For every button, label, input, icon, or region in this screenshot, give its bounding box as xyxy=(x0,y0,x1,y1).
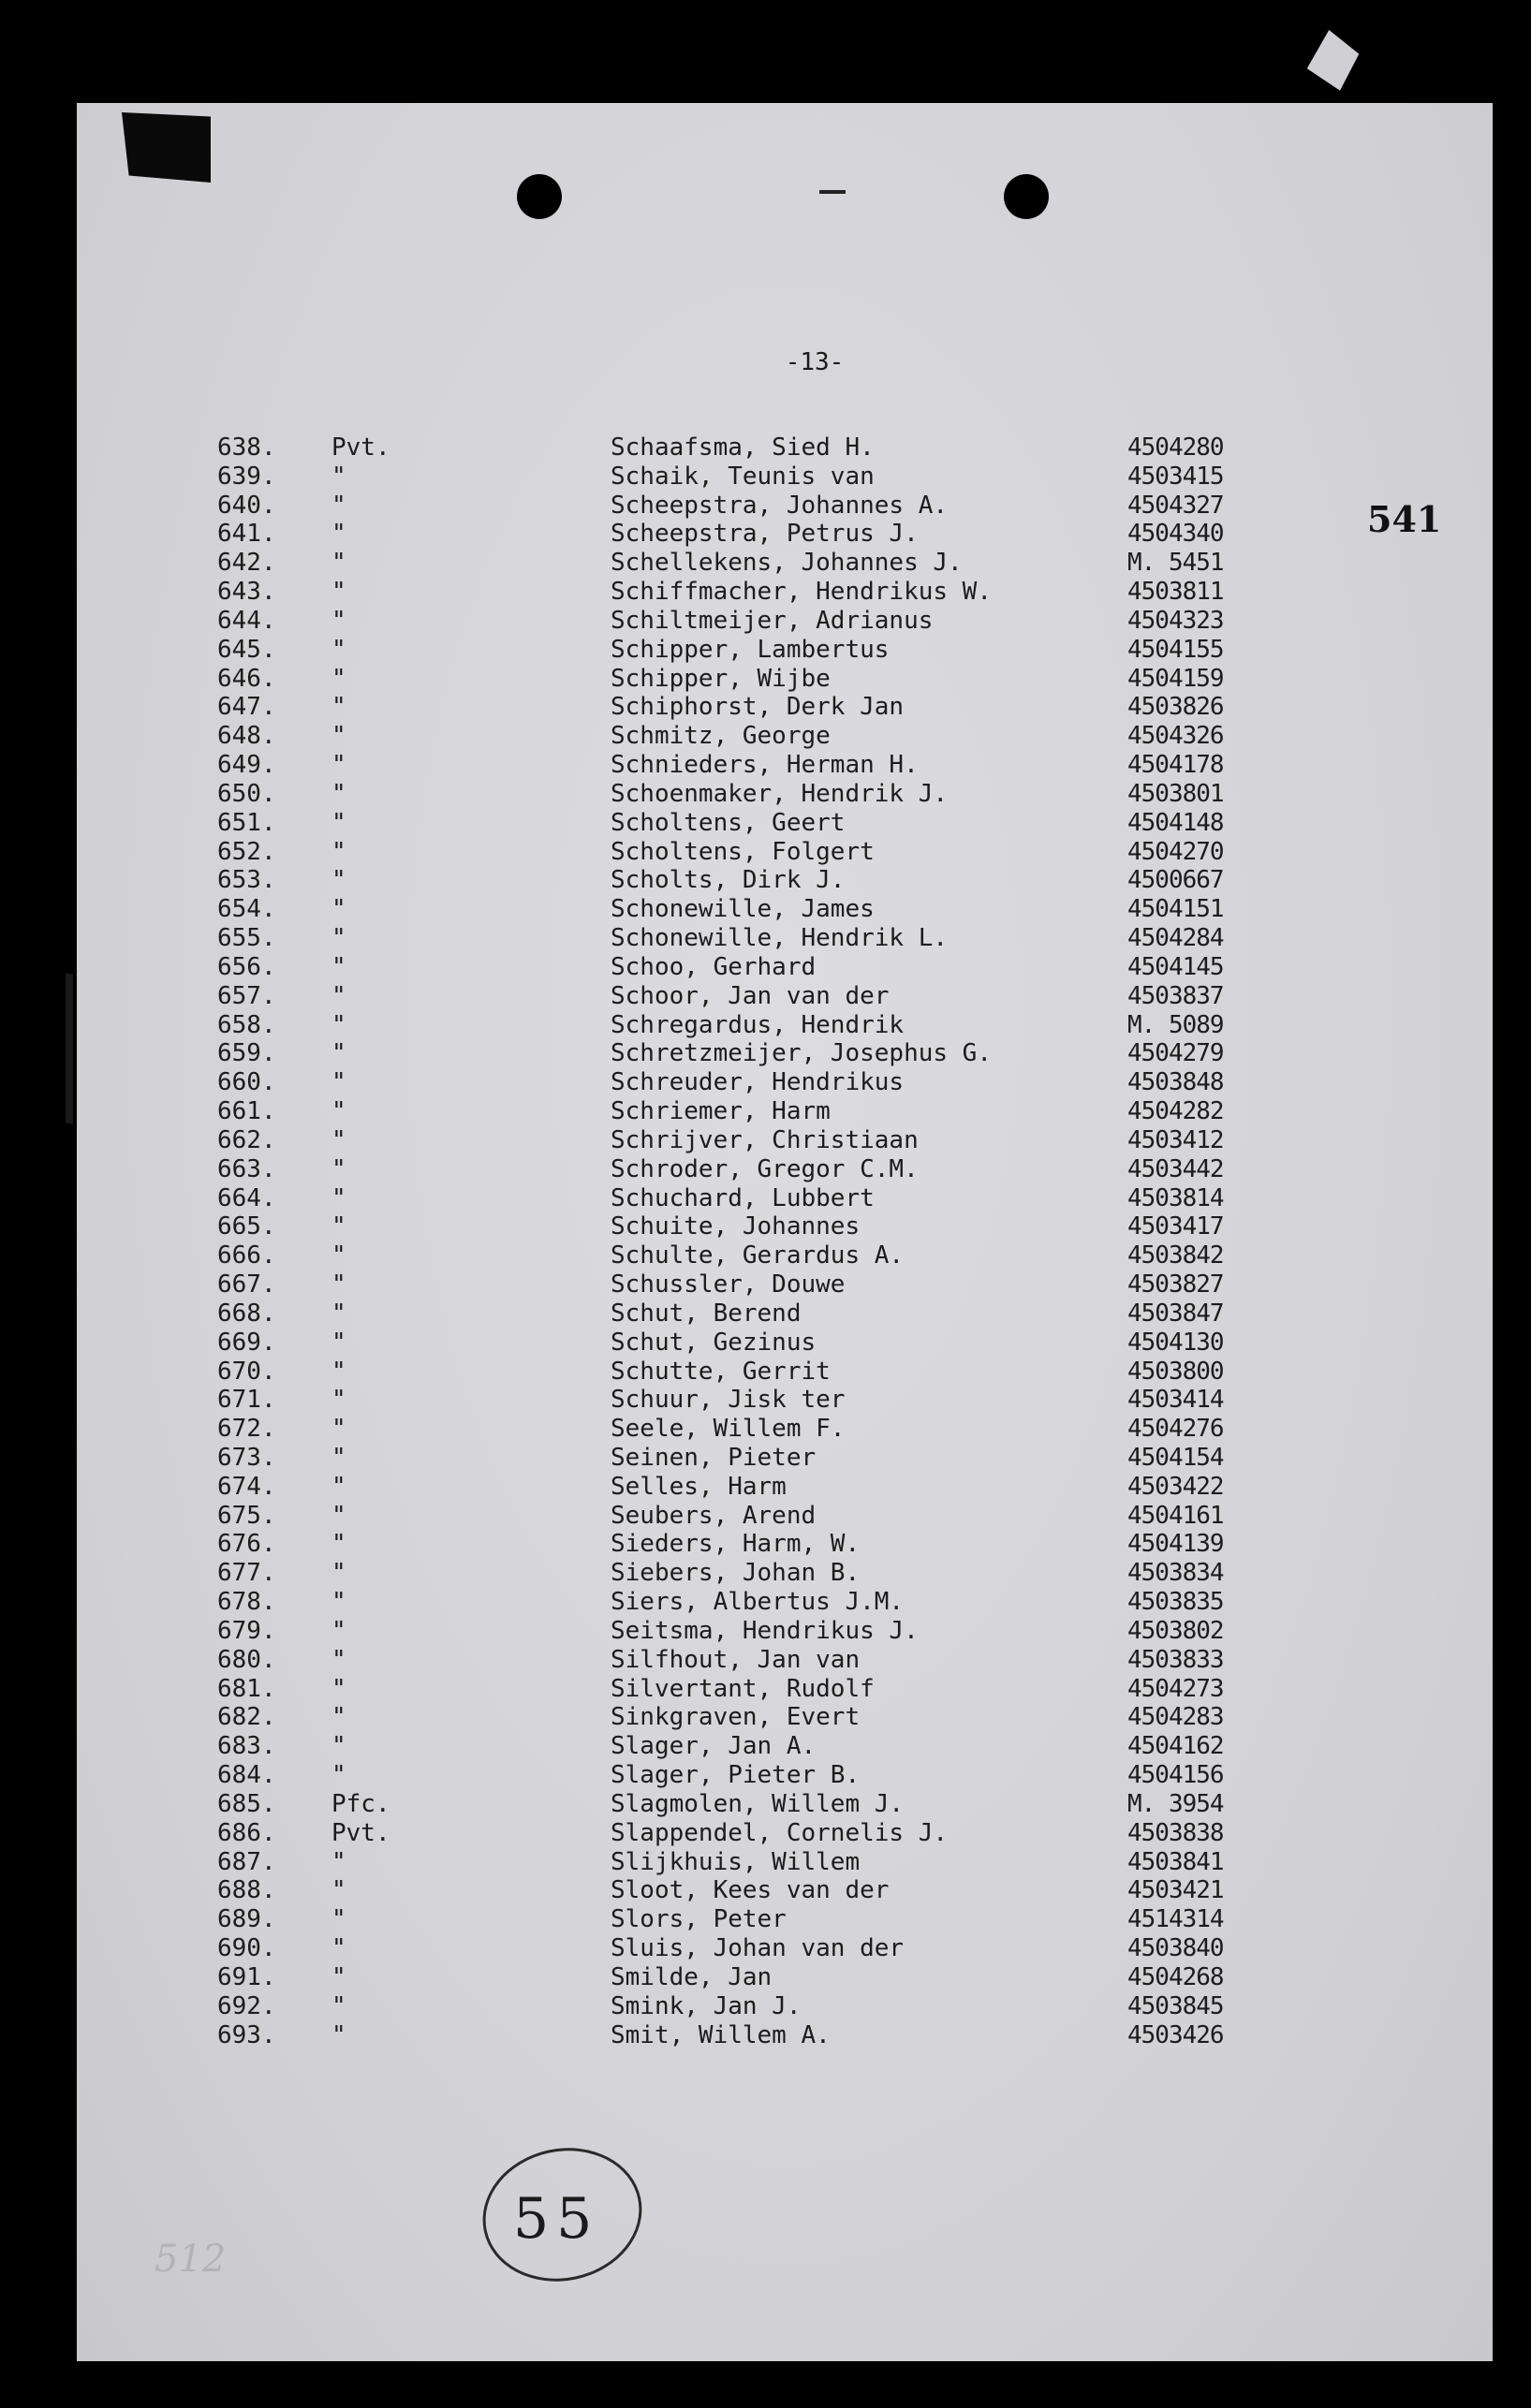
rank: " xyxy=(331,1905,346,1934)
roster-number: 655. xyxy=(217,924,276,953)
rank: Pvt. xyxy=(331,433,390,462)
rank: " xyxy=(331,1934,346,1963)
soldier-name: Seitsma, Hendrikus J. xyxy=(611,1616,919,1645)
rank: " xyxy=(331,1270,346,1299)
pencil-annotation: 512 xyxy=(155,2238,227,2281)
serial-number: M. 3954 xyxy=(1127,1789,1224,1818)
roster-number: 650. xyxy=(217,779,276,808)
soldier-name: Schiltmeijer, Adrianus xyxy=(611,606,934,635)
roster-number: 682. xyxy=(217,1703,276,1732)
roster-number: 693. xyxy=(217,2020,276,2049)
roster-number: 658. xyxy=(217,1010,276,1039)
soldier-name: Seele, Willem F. xyxy=(611,1415,846,1444)
serial-number: 4504151 xyxy=(1127,895,1224,924)
soldier-name: Selles, Harm xyxy=(611,1472,787,1501)
rank: " xyxy=(331,1125,346,1154)
rank: " xyxy=(331,837,346,866)
roster-row xyxy=(0,1588,1531,1617)
roster-number: 681. xyxy=(217,1674,276,1703)
soldier-name: Seinen, Pieter xyxy=(611,1443,817,1472)
rank: " xyxy=(331,751,346,780)
roster-row xyxy=(0,1011,1531,1040)
roster-row xyxy=(0,1068,1531,1097)
roster-row xyxy=(0,1761,1531,1790)
roster-row xyxy=(0,1732,1531,1761)
serial-number: 4504159 xyxy=(1127,664,1224,693)
rank: " xyxy=(331,1068,346,1097)
roster-row xyxy=(0,1646,1531,1675)
roster-row xyxy=(0,463,1531,492)
roster-number: 646. xyxy=(217,664,276,693)
soldier-name: Siebers, Johan B. xyxy=(611,1559,861,1588)
roster-row xyxy=(0,953,1531,982)
roster-number: 656. xyxy=(217,952,276,981)
serial-number: 4504270 xyxy=(1127,837,1224,866)
roster-row xyxy=(0,838,1531,867)
soldier-name: Smilde, Jan xyxy=(611,1962,773,1991)
serial-number: 4503827 xyxy=(1127,1270,1224,1299)
rank: " xyxy=(331,1703,346,1732)
rank: " xyxy=(331,462,346,491)
soldier-name: Schut, Berend xyxy=(611,1299,802,1328)
serial-number: 4504282 xyxy=(1127,1097,1224,1126)
rank: " xyxy=(331,1732,346,1761)
roster-row xyxy=(0,549,1531,578)
soldier-name: Scholtens, Geert xyxy=(611,808,846,837)
soldier-name: Schaik, Teunis van xyxy=(611,462,875,491)
serial-number: 4504130 xyxy=(1127,1328,1224,1357)
roster-number: 676. xyxy=(217,1530,276,1559)
serial-number: 4503826 xyxy=(1127,693,1224,722)
rank: " xyxy=(331,1674,346,1703)
rank: " xyxy=(331,1183,346,1212)
soldier-name: Schipper, Lambertus xyxy=(611,635,890,664)
roster-row xyxy=(0,1934,1531,1963)
rank: " xyxy=(331,520,346,549)
serial-number: 4504327 xyxy=(1127,491,1224,520)
soldier-name: Schipper, Wijbe xyxy=(611,664,831,693)
soldier-name: Sieders, Harm, W. xyxy=(611,1530,861,1559)
top-tick-mark xyxy=(819,190,846,194)
roster-number: 645. xyxy=(217,635,276,664)
circled-annotation: 55 xyxy=(513,2186,600,2252)
roster-number: 659. xyxy=(217,1039,276,1068)
rank: " xyxy=(331,1761,346,1790)
serial-number: 4503417 xyxy=(1127,1212,1224,1241)
serial-number: 4503848 xyxy=(1127,1068,1224,1097)
soldier-name: Schoo, Gerhard xyxy=(611,952,817,981)
stamped-folio-number: 541 xyxy=(1367,498,1442,540)
roster-row xyxy=(0,1473,1531,1502)
serial-number: 4503833 xyxy=(1127,1645,1224,1674)
roster-row xyxy=(0,1703,1531,1732)
rank: " xyxy=(331,1991,346,2020)
rank: " xyxy=(331,1241,346,1270)
roster-number: 639. xyxy=(217,462,276,491)
soldier-name: Scheepstra, Johannes A. xyxy=(611,491,949,520)
soldier-name: Slijkhuis, Willem xyxy=(611,1847,861,1876)
roster-number: 657. xyxy=(217,981,276,1010)
roster-row xyxy=(0,520,1531,549)
serial-number: 4504284 xyxy=(1127,924,1224,953)
rank: " xyxy=(331,1415,346,1444)
roster-number: 663. xyxy=(217,1154,276,1183)
soldier-name: Slager, Pieter B. xyxy=(611,1761,861,1790)
roster-row xyxy=(0,1530,1531,1559)
roster-row xyxy=(0,895,1531,924)
serial-number: 4503838 xyxy=(1127,1818,1224,1847)
roster-number: 662. xyxy=(217,1125,276,1154)
rank: " xyxy=(331,1962,346,1991)
roster-row xyxy=(0,636,1531,665)
roster-number: 684. xyxy=(217,1761,276,1790)
rank: " xyxy=(331,606,346,635)
rank: " xyxy=(331,1616,346,1645)
serial-number: 4503842 xyxy=(1127,1241,1224,1270)
roster-number: 640. xyxy=(217,491,276,520)
serial-number: 4503422 xyxy=(1127,1472,1224,1501)
soldier-name: Schussler, Douwe xyxy=(611,1270,846,1299)
roster-number: 679. xyxy=(217,1616,276,1645)
serial-number: 4504326 xyxy=(1127,722,1224,751)
rank: " xyxy=(331,635,346,664)
soldier-name: Scholts, Dirk J. xyxy=(611,866,846,895)
roster-number: 648. xyxy=(217,722,276,751)
serial-number: 4504279 xyxy=(1127,1039,1224,1068)
roster-number: 649. xyxy=(217,751,276,780)
serial-number: M. 5089 xyxy=(1127,1010,1224,1039)
serial-number: 4503800 xyxy=(1127,1357,1224,1386)
roster-number: 668. xyxy=(217,1299,276,1328)
serial-number: 4504155 xyxy=(1127,635,1224,664)
roster-number: 652. xyxy=(217,837,276,866)
roster-row xyxy=(0,751,1531,780)
serial-number: 4504162 xyxy=(1127,1732,1224,1761)
roster-row xyxy=(0,1039,1531,1068)
rank: " xyxy=(331,664,346,693)
soldier-name: Schrijver, Christiaan xyxy=(611,1125,919,1154)
serial-number: 4503414 xyxy=(1127,1386,1224,1415)
soldier-name: Slager, Jan A. xyxy=(611,1732,817,1761)
serial-number: 4503814 xyxy=(1127,1183,1224,1212)
roster-number: 664. xyxy=(217,1183,276,1212)
serial-number: 4503845 xyxy=(1127,1991,1224,2020)
serial-number: 4503421 xyxy=(1127,1876,1224,1905)
roster-number: 654. xyxy=(217,895,276,924)
soldier-name: Schellekens, Johannes J. xyxy=(611,549,963,578)
serial-number: 4503442 xyxy=(1127,1154,1224,1183)
serial-number: 4504145 xyxy=(1127,952,1224,981)
rank: " xyxy=(331,1357,346,1386)
soldier-name: Slappendel, Cornelis J. xyxy=(611,1818,949,1847)
rank: Pvt. xyxy=(331,1818,390,1847)
roster-list xyxy=(0,433,1531,2049)
roster-row xyxy=(0,1212,1531,1241)
serial-number: 4504161 xyxy=(1127,1501,1224,1530)
rank: " xyxy=(331,1530,346,1559)
rank: " xyxy=(331,808,346,837)
roster-row xyxy=(0,1126,1531,1155)
rank: " xyxy=(331,491,346,520)
roster-row xyxy=(0,1415,1531,1444)
soldier-name: Schroder, Gregor C.M. xyxy=(611,1154,919,1183)
roster-row xyxy=(0,2021,1531,2050)
roster-row xyxy=(0,1155,1531,1184)
roster-row xyxy=(0,1790,1531,1819)
rank: " xyxy=(331,1299,346,1328)
serial-number: 4504276 xyxy=(1127,1415,1224,1444)
soldier-name: Silfhout, Jan van xyxy=(611,1645,861,1674)
soldier-name: Siers, Albertus J.M. xyxy=(611,1588,905,1617)
roster-row xyxy=(0,982,1531,1011)
soldier-name: Scheepstra, Petrus J. xyxy=(611,520,919,549)
soldier-name: Schuchard, Lubbert xyxy=(611,1183,875,1212)
roster-row xyxy=(0,1299,1531,1329)
roster-number: 670. xyxy=(217,1357,276,1386)
serial-number: 4503835 xyxy=(1127,1588,1224,1617)
roster-number: 686. xyxy=(217,1818,276,1847)
soldier-name: Sluis, Johan van der xyxy=(611,1934,905,1963)
soldier-name: Schoor, Jan van der xyxy=(611,981,890,1010)
punch-hole-left xyxy=(517,174,562,219)
page-number: -13- xyxy=(785,348,845,376)
roster-number: 689. xyxy=(217,1905,276,1934)
serial-number: 4503412 xyxy=(1127,1125,1224,1154)
roster-number: 678. xyxy=(217,1588,276,1617)
serial-number: 4504273 xyxy=(1127,1674,1224,1703)
soldier-name: Schiphorst, Derk Jan xyxy=(611,693,905,722)
roster-row xyxy=(0,1184,1531,1213)
rank: " xyxy=(331,952,346,981)
serial-number: 4504283 xyxy=(1127,1703,1224,1732)
roster-row xyxy=(0,1905,1531,1934)
rank: " xyxy=(331,1443,346,1472)
rank: " xyxy=(331,1847,346,1876)
roster-number: 666. xyxy=(217,1241,276,1270)
roster-row xyxy=(0,722,1531,751)
roster-row xyxy=(0,1848,1531,1877)
roster-row xyxy=(0,809,1531,838)
roster-number: 680. xyxy=(217,1645,276,1674)
roster-number: 647. xyxy=(217,693,276,722)
soldier-name: Schuite, Johannes xyxy=(611,1212,861,1241)
rank: " xyxy=(331,1010,346,1039)
roster-row xyxy=(0,607,1531,636)
roster-number: 677. xyxy=(217,1559,276,1588)
rank: " xyxy=(331,1501,346,1530)
serial-number: 4503834 xyxy=(1127,1559,1224,1588)
soldier-name: Schaafsma, Sied H. xyxy=(611,433,875,462)
soldier-name: Slagmolen, Willem J. xyxy=(611,1789,905,1818)
serial-number: 4503841 xyxy=(1127,1847,1224,1876)
roster-row xyxy=(0,924,1531,953)
roster-number: 674. xyxy=(217,1472,276,1501)
roster-number: 644. xyxy=(217,606,276,635)
torn-corner-mark xyxy=(122,112,211,183)
rank: " xyxy=(331,1386,346,1415)
roster-row xyxy=(0,1963,1531,1992)
soldier-name: Schiffmacher, Hendrikus W. xyxy=(611,578,992,607)
soldier-name: Schulte, Gerardus A. xyxy=(611,1241,905,1270)
soldier-name: Silvertant, Rudolf xyxy=(611,1674,875,1703)
soldier-name: Schuur, Jisk ter xyxy=(611,1386,846,1415)
soldier-name: Sinkgraven, Evert xyxy=(611,1703,861,1732)
serial-number: 4504156 xyxy=(1127,1761,1224,1790)
roster-number: 667. xyxy=(217,1270,276,1299)
serial-number: 4503847 xyxy=(1127,1299,1224,1328)
soldier-name: Slors, Peter xyxy=(611,1905,787,1934)
rank: " xyxy=(331,1876,346,1905)
rank: " xyxy=(331,1588,346,1617)
rank: " xyxy=(331,1039,346,1068)
soldier-name: Sloot, Kees van der xyxy=(611,1876,890,1905)
soldier-name: Schoenmaker, Hendrik J. xyxy=(611,779,949,808)
roster-row xyxy=(0,492,1531,521)
rank: " xyxy=(331,924,346,953)
roster-number: 683. xyxy=(217,1732,276,1761)
serial-number: 4503415 xyxy=(1127,462,1224,491)
roster-row xyxy=(0,1097,1531,1126)
rank: Pfc. xyxy=(331,1789,390,1818)
roster-number: 673. xyxy=(217,1443,276,1472)
rank: " xyxy=(331,578,346,607)
serial-number: 4503801 xyxy=(1127,779,1224,808)
roster-row xyxy=(0,1358,1531,1387)
serial-number: 4504148 xyxy=(1127,808,1224,837)
soldier-name: Schut, Gezinus xyxy=(611,1328,817,1357)
roster-number: 675. xyxy=(217,1501,276,1530)
rank: " xyxy=(331,866,346,895)
roster-row xyxy=(0,1675,1531,1704)
serial-number: 4504340 xyxy=(1127,520,1224,549)
rank: " xyxy=(331,693,346,722)
roster-row xyxy=(0,780,1531,809)
rank: " xyxy=(331,1154,346,1183)
roster-row xyxy=(0,578,1531,607)
roster-row xyxy=(0,1876,1531,1905)
roster-number: 660. xyxy=(217,1068,276,1097)
serial-number: 4504154 xyxy=(1127,1443,1224,1472)
soldier-name: Schretzmeijer, Josephus G. xyxy=(611,1039,992,1068)
roster-number: 690. xyxy=(217,1934,276,1963)
rank: " xyxy=(331,981,346,1010)
soldier-name: Smit, Willem A. xyxy=(611,2020,831,2049)
serial-number: 4504280 xyxy=(1127,433,1224,462)
soldier-name: Schnieders, Herman H. xyxy=(611,751,919,780)
soldier-name: Seubers, Arend xyxy=(611,1501,817,1530)
roster-row xyxy=(0,693,1531,722)
paper-corner-fragment xyxy=(1303,27,1363,93)
soldier-name: Smink, Jan J. xyxy=(611,1991,802,2020)
roster-row xyxy=(0,1617,1531,1646)
rank: " xyxy=(331,1097,346,1126)
serial-number: 4504178 xyxy=(1127,751,1224,780)
serial-number: 4504268 xyxy=(1127,1962,1224,1991)
roster-row xyxy=(0,866,1531,895)
serial-number: 4503426 xyxy=(1127,2020,1224,2049)
roster-number: 672. xyxy=(217,1415,276,1444)
roster-number: 669. xyxy=(217,1328,276,1357)
roster-number: 691. xyxy=(217,1962,276,1991)
roster-row xyxy=(0,1559,1531,1588)
serial-number: 4503840 xyxy=(1127,1934,1224,1963)
roster-number: 661. xyxy=(217,1097,276,1126)
soldier-name: Scholtens, Folgert xyxy=(611,837,875,866)
rank: " xyxy=(331,549,346,578)
serial-number: M. 5451 xyxy=(1127,549,1224,578)
serial-number: 4503837 xyxy=(1127,981,1224,1010)
roster-row xyxy=(0,1992,1531,2021)
roster-row xyxy=(0,1502,1531,1531)
serial-number: 4503811 xyxy=(1127,578,1224,607)
roster-row xyxy=(0,1386,1531,1415)
rank: " xyxy=(331,1212,346,1241)
roster-number: 651. xyxy=(217,808,276,837)
rank: " xyxy=(331,1472,346,1501)
serial-number: 4504323 xyxy=(1127,606,1224,635)
serial-number: 4514314 xyxy=(1127,1905,1224,1934)
roster-number: 685. xyxy=(217,1789,276,1818)
roster-number: 641. xyxy=(217,520,276,549)
soldier-name: Schonewille, James xyxy=(611,895,875,924)
rank: " xyxy=(331,1559,346,1588)
roster-number: 642. xyxy=(217,549,276,578)
punch-hole-right xyxy=(1004,174,1049,219)
roster-row xyxy=(0,1444,1531,1473)
soldier-name: Schreuder, Hendrikus xyxy=(611,1068,905,1097)
roster-number: 665. xyxy=(217,1212,276,1241)
roster-row xyxy=(0,1270,1531,1299)
serial-number: 4500667 xyxy=(1127,866,1224,895)
roster-number: 692. xyxy=(217,1991,276,2020)
rank: " xyxy=(331,1328,346,1357)
roster-row xyxy=(0,433,1531,463)
roster-number: 638. xyxy=(217,433,276,462)
roster-row xyxy=(0,1241,1531,1270)
roster-number: 643. xyxy=(217,578,276,607)
roster-row xyxy=(0,665,1531,694)
roster-number: 653. xyxy=(217,866,276,895)
serial-number: 4503802 xyxy=(1127,1616,1224,1645)
roster-row xyxy=(0,1819,1531,1848)
roster-number: 687. xyxy=(217,1847,276,1876)
soldier-name: Schonewille, Hendrik L. xyxy=(611,924,949,953)
rank: " xyxy=(331,722,346,751)
soldier-name: Schregardus, Hendrik xyxy=(611,1010,905,1039)
soldier-name: Schmitz, George xyxy=(611,722,831,751)
soldier-name: Schriemer, Harm xyxy=(611,1097,831,1126)
rank: " xyxy=(331,779,346,808)
serial-number: 4504139 xyxy=(1127,1530,1224,1559)
roster-number: 688. xyxy=(217,1876,276,1905)
rank: " xyxy=(331,895,346,924)
soldier-name: Schutte, Gerrit xyxy=(611,1357,831,1386)
rank: " xyxy=(331,1645,346,1674)
rank: " xyxy=(331,2020,346,2049)
roster-number: 671. xyxy=(217,1386,276,1415)
roster-row xyxy=(0,1329,1531,1358)
